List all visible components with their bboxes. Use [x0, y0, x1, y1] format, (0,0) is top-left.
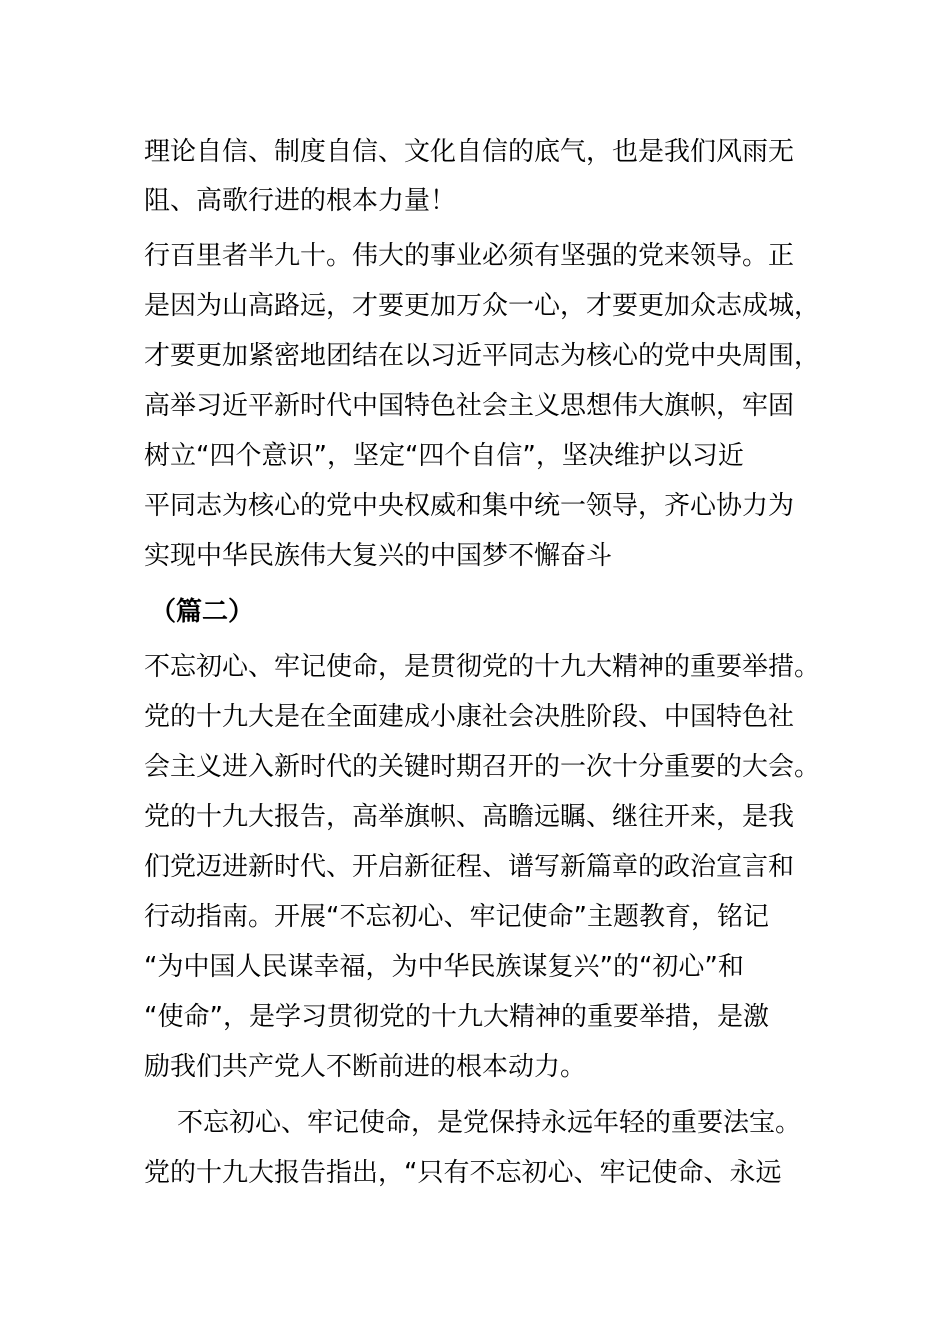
text-line: 理论自信、制度自信、文化自信的底气，也是我们风雨无: [144, 137, 795, 167]
text-line: “使命”，是学习贯彻党的十九大精神的重要举措，是激: [144, 1002, 769, 1032]
text-line: 不忘初心、牢记使命，是党保持永远年轻的重要法宝。: [144, 1108, 802, 1138]
text-line: 阻、高歌行进的根本力量！: [144, 186, 457, 216]
text-line: 们党迈进新时代、开启新征程、谱写新篇章的政治宣言和: [144, 852, 795, 882]
text-line: 党的十九大报告指出，“只有不忘初心、牢记使命、永远: [144, 1158, 782, 1188]
text-line: 会主义进入新时代的关键时期召开的一次十分重要的大会。: [144, 752, 821, 782]
text-line: 高举习近平新时代中国特色社会主义思想伟大旗帜，牢固: [144, 391, 795, 421]
text-line: 党的十九大报告，高举旗帜、高瞻远瞩、继往开来，是我: [144, 802, 795, 832]
text-line: 党的十九大是在全面建成小康社会决胜阶段、中国特色社: [144, 702, 795, 732]
text-line: 行百里者半九十。伟大的事业必须有坚强的党来领导。正: [144, 241, 795, 271]
section-heading: （篇二）: [150, 597, 255, 627]
text-line: 才要更加紧密地团结在以习近平同志为核心的党中央周围，: [144, 341, 821, 371]
text-line: 实现中华民族伟大复兴的中国梦不懈奋斗: [144, 541, 613, 571]
text-line: “为中国人民谋幸福，为中华民族谋复兴”的“初心”和: [144, 952, 744, 982]
text-line: 励我们共产党人不断前进的根本动力。: [144, 1052, 587, 1082]
text-line: 行动指南。开展“不忘初心、牢记使命”主题教育，铭记: [144, 902, 769, 932]
text-line: 平同志为核心的党中央权威和集中统一领导，齐心协力为: [144, 491, 795, 521]
text-line: 是因为山高路远，才要更加万众一心，才要更加众志成城，: [144, 291, 821, 321]
text-line: 不忘初心、牢记使命，是贯彻党的十九大精神的重要举措。: [144, 652, 821, 682]
text-line: 树立“四个意识”，坚定“四个自信”，坚决维护以习近: [144, 441, 744, 471]
